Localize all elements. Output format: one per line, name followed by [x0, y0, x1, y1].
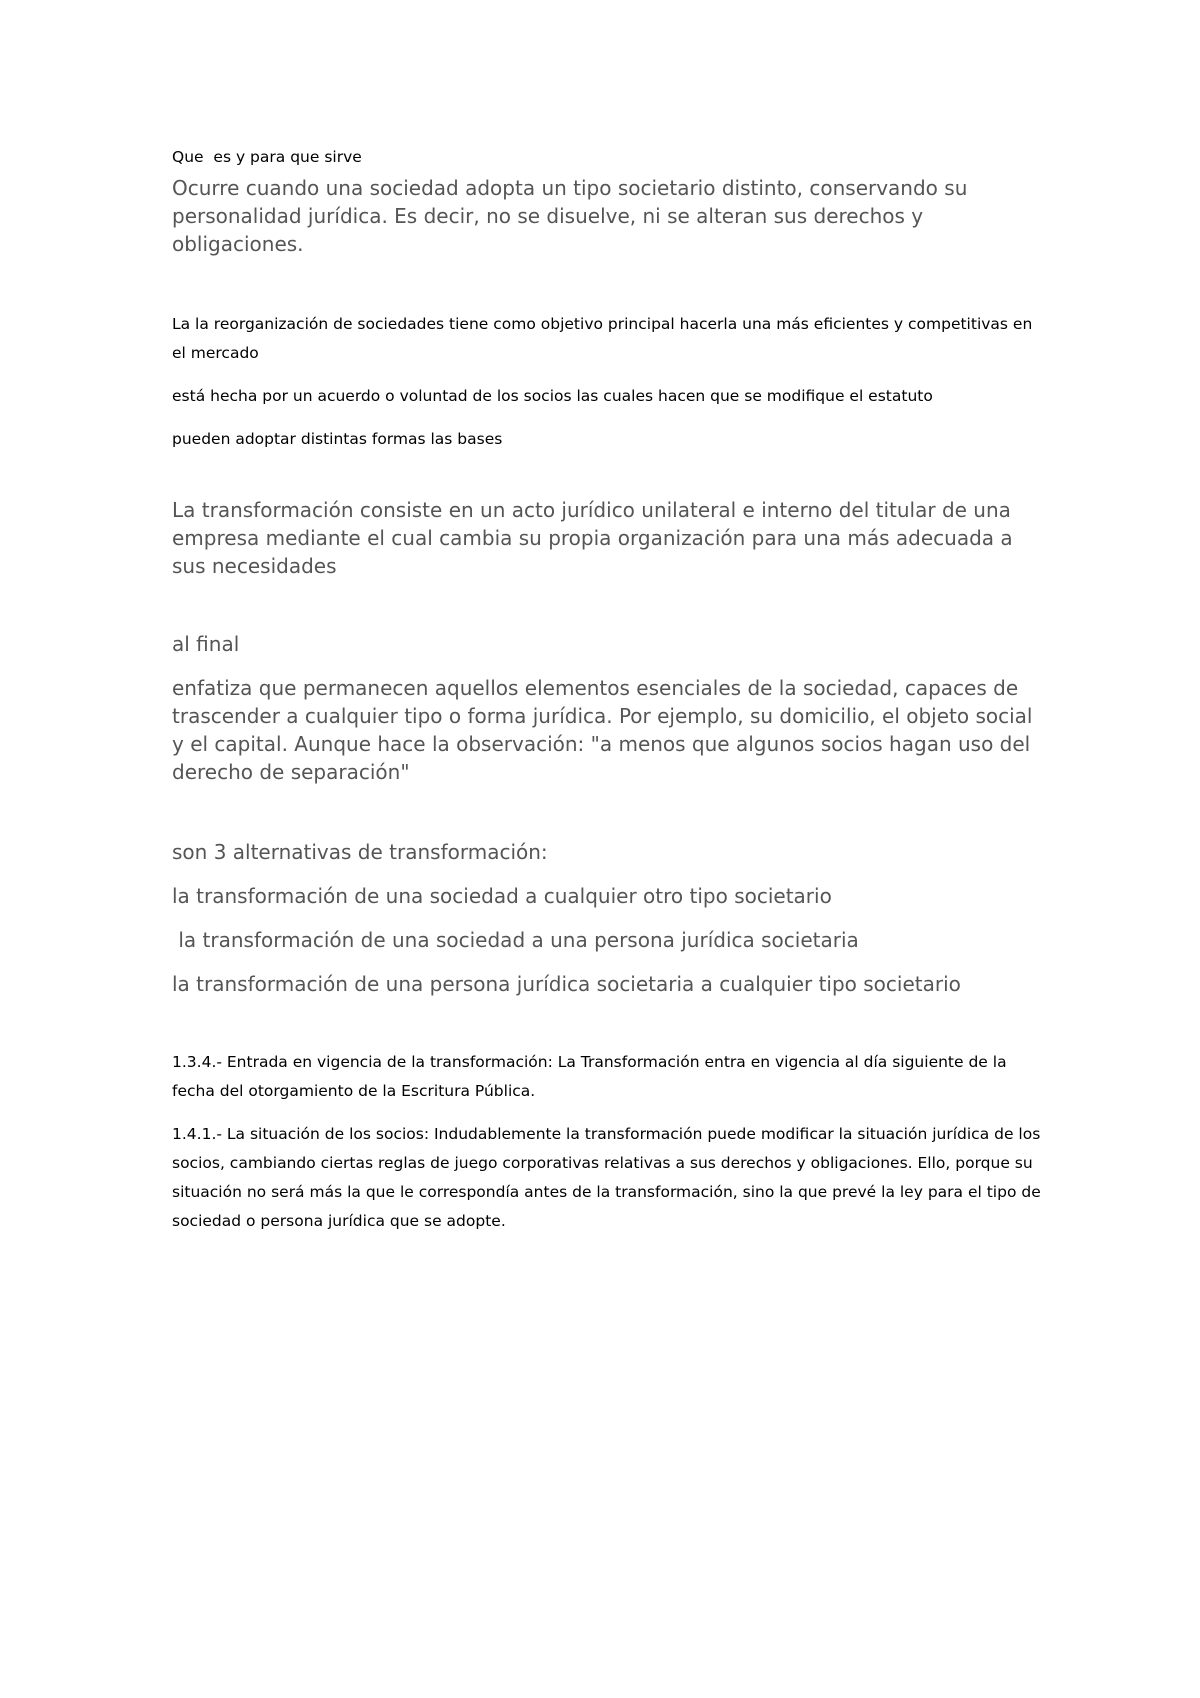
alternative-item: la transformación de una sociedad a cualquier otro tipo societario — [172, 884, 832, 908]
alternative-item: la transformación de una sociedad a una persona jurídica societaria — [172, 928, 859, 952]
document-body — [172, 143, 1042, 1236]
alternatives-intro: son 3 alternativas de transformación: — [172, 840, 548, 864]
section-heading: Que es y para que sirve — [172, 148, 362, 166]
al-final-line: al final — [172, 632, 240, 656]
emphasis-paragraph: enfatiza que permanecen aquellos elementos esenciales de la sociedad, capaces de trascender a cualquier tipo o forma jurídica. Por ejemplo, su domicilio, el objeto social y el capital. Aunque hace la observación: "a menos que algunos socios hagan uso del derecho de separación" — [172, 676, 1033, 784]
vigencia-paragraph: 1.3.4.- Entrada en vigencia de la transformación: La Transformación entra en vigencia al día siguiente de la fecha del otorgamiento de la Escritura Pública. — [172, 1053, 1007, 1100]
agreement-paragraph: está hecha por un acuerdo o voluntad de los socios las cuales hacen que se modifique el estatuto — [172, 387, 933, 405]
forms-paragraph: pueden adoptar distintas formas las bases — [172, 430, 503, 448]
intro-paragraph: Ocurre cuando una sociedad adopta un tipo societario distinto, conservando su personalidad jurídica. Es decir, no se disuelve, ni se alteran sus derechos y obligaciones. — [172, 176, 968, 256]
socios-situation-paragraph: 1.4.1.- La situación de los socios: Indudablemente la transformación puede modificar la situación jurídica de los socios, cambiando ciertas reglas de juego corporativas relativas a sus derechos y obligaciones. Ello, porque su situación no será más la que le correspondía antes de la transformación, sino la que prevé la ley para el tipo de sociedad o persona jurídica que se adopte. — [172, 1125, 1041, 1230]
alternative-item: la transformación de una persona jurídica societaria a cualquier tipo societario — [172, 972, 961, 996]
transformation-definition-paragraph: La transformación consiste en un acto jurídico unilateral e interno del titular de una empresa mediante el cual cambia su propia organización para una más adecuada a sus necesidades — [172, 498, 1013, 578]
reorganization-paragraph: La la reorganización de sociedades tiene como objetivo principal hacerla una más eficientes y competitivas en el mercado — [172, 315, 1033, 362]
